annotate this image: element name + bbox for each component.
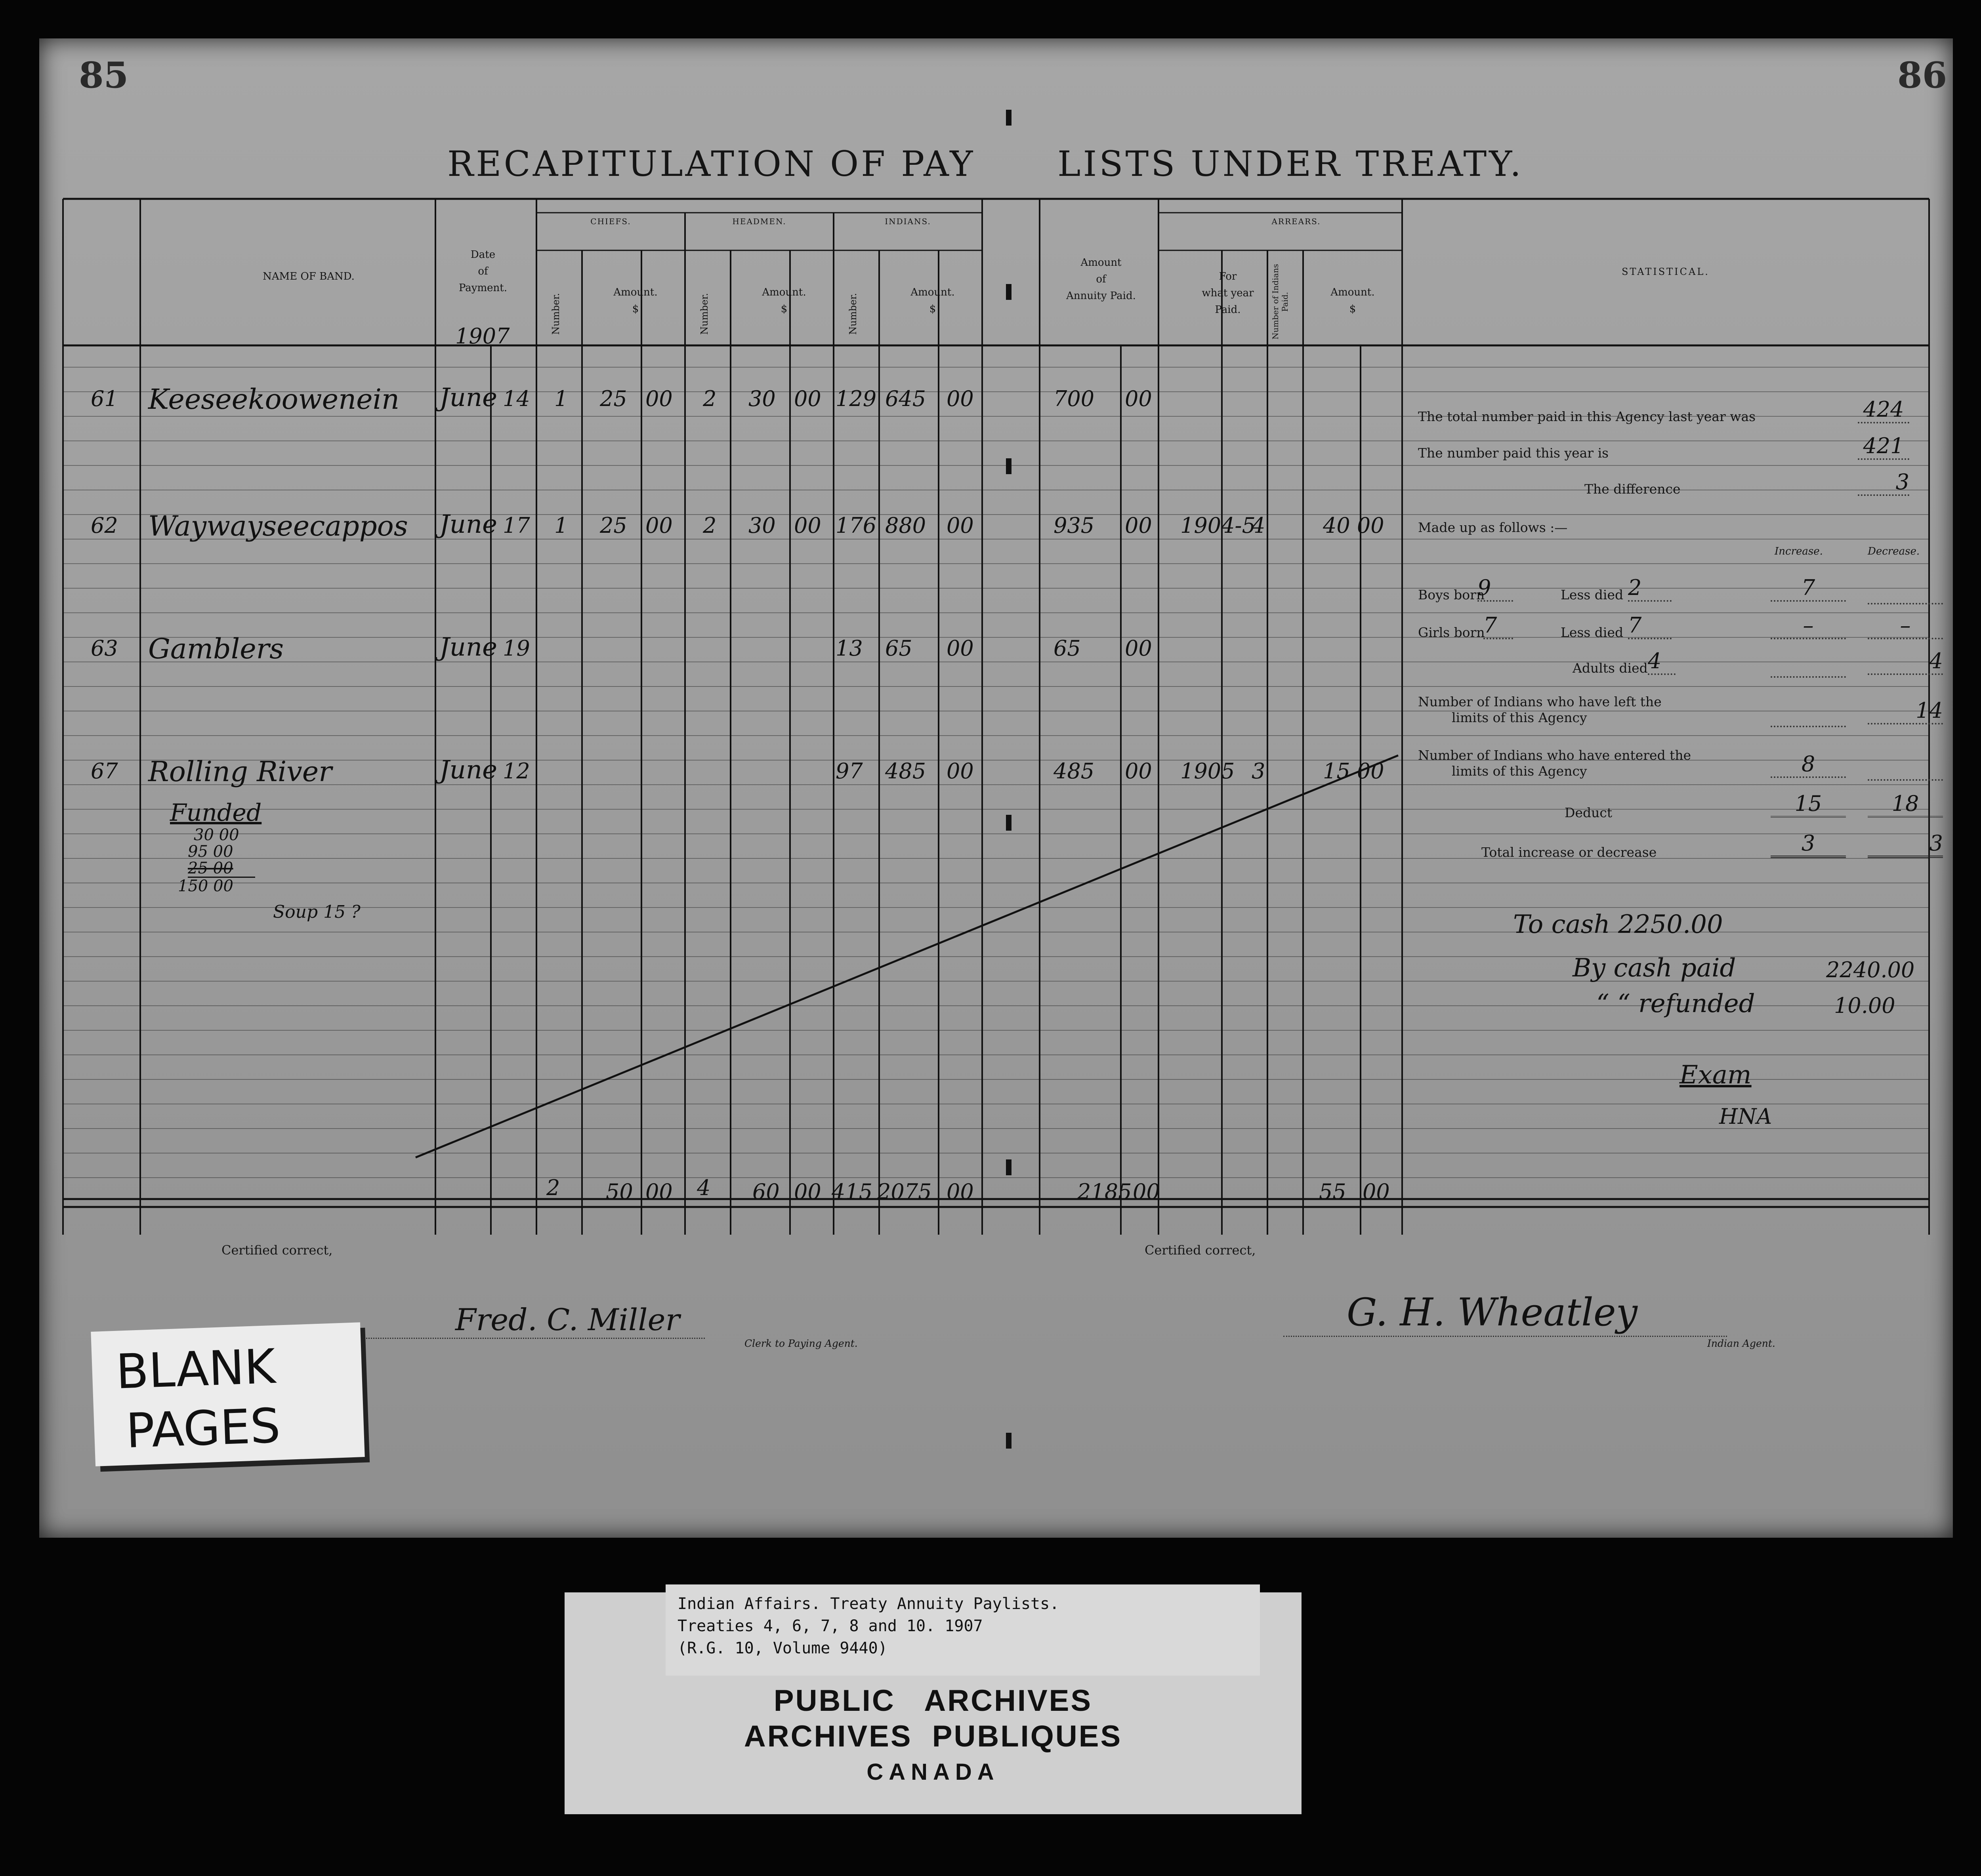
stat-deduct-increase: 15 (1771, 791, 1846, 818)
chiefs-amount: 25 (600, 386, 627, 411)
header-number-indians-paid: Number of Indians Paid. (1271, 264, 1290, 340)
arrears-number: 3 (1252, 759, 1265, 784)
header-headmen: HEADMEN. (732, 217, 786, 226)
signature-right-title: Indian Agent. (1707, 1338, 1775, 1349)
payment-day: 19 (503, 636, 530, 661)
band-name: Waywayseecappos (148, 510, 408, 542)
total-annuity-cents: 00 (1133, 1179, 1160, 1204)
archive-archives-publiques: ARCHIVES PUBLIQUES (744, 1720, 1122, 1753)
stat-boys-died: 2 (1628, 575, 1672, 602)
annuity-amount: 485 (1053, 759, 1095, 784)
chiefs-amount: 25 (600, 513, 627, 538)
archive-line-3: (R.G. 10, Volume 9440) (678, 1639, 887, 1657)
stat-deduct-decrease: 18 (1868, 791, 1943, 818)
signature-right-line (1283, 1336, 1727, 1337)
header-chiefs-number: Number. (550, 293, 561, 335)
stat-entered-label-1: Number of Indians who have entered the (1418, 747, 1691, 763)
header-indians-number: Number. (847, 293, 859, 335)
sticker-line-1: BLANK (115, 1339, 277, 1400)
right-page-number: 86 (1897, 54, 1947, 96)
indians-cents: 00 (947, 636, 974, 661)
row-number: 62 (91, 513, 118, 538)
annuity-cents: 00 (1125, 386, 1152, 411)
sticker-line-2: PAGES (125, 1398, 281, 1459)
stat-increase-header: Increase. (1775, 545, 1823, 557)
margin-note-line: 150 00 (178, 877, 233, 895)
total-indians-cents: 00 (947, 1179, 974, 1204)
header-indians-amount: Amount. $ (910, 286, 955, 315)
stat-girls-label: Girls born (1418, 625, 1485, 640)
stat-difference-label: The difference (1584, 481, 1681, 497)
blank-pages-sticker (91, 1322, 365, 1466)
margin-note-line: 25 00 (188, 860, 255, 878)
annuity-amount: 65 (1053, 636, 1081, 661)
stat-boys-label: Boys born (1418, 587, 1485, 602)
cash-refunded-label: “ “ refunded (1596, 989, 1755, 1018)
header-headmen-number: Number. (699, 293, 710, 335)
signature-left: Fred. C. Miller (455, 1302, 680, 1337)
annuity-amount: 935 (1053, 513, 1095, 538)
band-name: Rolling River (148, 755, 332, 788)
stat-entered-label-2: limits of this Agency (1452, 763, 1587, 779)
title-left: RECAPITULATION OF PAY (447, 143, 975, 184)
headmen-amount: 30 (748, 386, 776, 411)
header-arrears: ARREARS. (1271, 217, 1321, 226)
stat-this-year-value: 421 (1858, 433, 1909, 460)
stat-total-decrease: 3 (1868, 831, 1943, 858)
total-headmen-cents: 00 (794, 1179, 821, 1204)
indians-amount: 65 (885, 636, 912, 661)
payment-day: 12 (503, 759, 530, 784)
total-chiefs-number: 2 (546, 1175, 560, 1200)
header-statistical: STATISTICAL. (1622, 266, 1710, 277)
exam-initials: HNA (1719, 1104, 1772, 1129)
header-date-of-payment: Date of Payment. (458, 249, 507, 294)
margin-note-title: Funded (170, 799, 262, 827)
archive-label-typed (666, 1584, 1260, 1676)
cash-by-cash-paid-label: By cash paid (1573, 953, 1736, 983)
indians-number: 97 (836, 759, 863, 784)
header-indians: INDIANS. (885, 217, 931, 226)
arrears-number: 4 (1252, 513, 1265, 538)
headmen-number: 2 (703, 386, 717, 411)
stat-girls-died: 7 (1628, 613, 1672, 639)
payment-day: 14 (503, 386, 530, 411)
annuity-amount: 700 (1053, 386, 1095, 411)
annuity-cents: 00 (1125, 759, 1152, 784)
total-arrears: 55 (1319, 1179, 1346, 1204)
stat-left-label-2: limits of this Agency (1452, 710, 1587, 725)
header-for-what-year: For what year Paid. (1202, 271, 1254, 316)
total-chiefs-amount: 50 (606, 1179, 633, 1204)
stat-made-up: Made up as follows :— (1418, 520, 1568, 535)
stat-girls-value: 7 (1483, 613, 1513, 639)
cash-to-cash: To cash 2250.00 (1513, 910, 1723, 939)
margin-note (170, 799, 261, 894)
certified-right-label: Certified correct, (1145, 1243, 1256, 1258)
payment-month: June (439, 510, 497, 539)
margin-note-line: 30 00 (194, 826, 239, 844)
margin-note-line: 95 00 (188, 843, 233, 861)
headmen-amount: 30 (748, 513, 776, 538)
statistical-block (1418, 397, 1943, 904)
stat-girls-decrease: – (1868, 613, 1943, 639)
stat-difference-value: 3 (1858, 469, 1909, 496)
indians-amount: 880 (885, 513, 926, 538)
indians-cents: 00 (947, 386, 974, 411)
indians-number: 13 (836, 636, 863, 661)
indians-number: 129 (836, 386, 877, 411)
title-right: LISTS UNDER TREATY. (1057, 143, 1523, 184)
stat-total-increase: 3 (1771, 831, 1846, 858)
total-annuity: 2185 (1077, 1179, 1132, 1204)
header-chiefs: CHIEFS. (590, 217, 631, 226)
stat-left-label-1: Number of Indians who have left the (1418, 694, 1662, 709)
arrears-amount: 15 00 (1323, 759, 1384, 784)
chiefs-cents: 00 (645, 513, 673, 538)
header-chiefs-amount: Amount. $ (613, 286, 658, 315)
band-name: Gamblers (148, 633, 284, 665)
stat-boys-increase: 7 (1771, 575, 1846, 602)
annuity-cents: 00 (1125, 636, 1152, 661)
stat-adults-value: 4 (1648, 648, 1676, 675)
indians-amount: 485 (885, 759, 926, 784)
stat-decrease-header: Decrease. (1868, 545, 1920, 557)
archive-line-2: Treaties 4, 6, 7, 8 and 10. 1907 (678, 1617, 983, 1635)
stat-deduct-label: Deduct (1565, 805, 1613, 820)
stat-girls-increase: – (1771, 613, 1846, 639)
signature-right: G. H. Wheatley (1347, 1290, 1637, 1335)
stat-this-year-label: The number paid this year is (1418, 445, 1609, 461)
total-indians-amount: 2075 (877, 1179, 932, 1204)
stat-boys-decrease-blank (1868, 603, 1943, 604)
stat-left-decrease: 14 (1868, 698, 1943, 724)
exam-note: Exam (1679, 1060, 1752, 1090)
stat-girls-less-died-label: Less died (1561, 625, 1624, 640)
payment-month: June (439, 633, 497, 662)
header-arrears-amount: Amount. $ (1330, 286, 1375, 315)
certified-left-label: Certified correct, (221, 1243, 333, 1258)
indians-cents: 00 (947, 759, 974, 784)
stat-entered-increase: 8 (1771, 751, 1846, 778)
archive-public-archives: PUBLIC ARCHIVES (773, 1684, 1093, 1718)
stat-boys-value: 9 (1477, 575, 1513, 602)
headmen-number: 2 (703, 513, 717, 538)
row-number: 67 (91, 759, 118, 784)
archive-line-1: Indian Affairs. Treaty Annuity Paylists. (678, 1595, 1059, 1613)
header-headmen-amount: Amount. $ (762, 286, 806, 315)
ledger-document (39, 38, 1953, 1538)
total-indians-number: 415 (832, 1179, 873, 1204)
arrears-year: 1904-5 (1180, 513, 1256, 538)
indians-amount: 645 (885, 386, 926, 411)
cash-refunded-value: 10.00 (1834, 993, 1895, 1018)
signature-left-title: Clerk to Paying Agent. (744, 1338, 858, 1349)
payment-month: June (439, 755, 497, 785)
indians-number: 176 (836, 513, 877, 538)
left-page-number: 85 (79, 54, 129, 96)
year-1907: 1907 (455, 324, 510, 349)
stat-entered-decrease-blank (1868, 779, 1943, 781)
total-chiefs-cents: 00 (645, 1179, 673, 1204)
stat-adults-increase-blank (1771, 676, 1846, 678)
stat-adults-decrease: 4 (1868, 648, 1943, 675)
headmen-cents: 00 (794, 386, 821, 411)
header-name-of-band: NAME OF BAND. (263, 271, 355, 282)
indians-cents: 00 (947, 513, 974, 538)
chiefs-number: 1 (554, 386, 568, 411)
arrears-year: 1905 (1180, 759, 1235, 784)
stat-adults-label: Adults died (1573, 660, 1648, 676)
payment-month: June (439, 383, 497, 412)
archive-canada: CANADA (866, 1759, 1000, 1785)
total-headmen-amount: 60 (752, 1179, 780, 1204)
header-annuity-paid: Amount of Annuity Paid. (1066, 257, 1136, 302)
annuity-cents: 00 (1125, 513, 1152, 538)
stat-left-increase-blank (1771, 726, 1846, 727)
signature-left-line (364, 1338, 705, 1339)
band-name: Keeseekoowenein (148, 383, 400, 416)
row-number: 61 (91, 386, 118, 411)
margin-note-side: Soup 15 ? (273, 902, 361, 922)
headmen-cents: 00 (794, 513, 821, 538)
chiefs-number: 1 (554, 513, 568, 538)
cash-by-cash-paid-value: 2240.00 (1826, 957, 1915, 982)
arrears-amount: 40 00 (1323, 513, 1384, 538)
chiefs-cents: 00 (645, 386, 673, 411)
total-headmen-number: 4 (697, 1175, 711, 1200)
row-number: 63 (91, 636, 118, 661)
payment-day: 17 (503, 513, 530, 538)
stat-boys-less-died-label: Less died (1561, 587, 1624, 602)
stat-last-year-value: 424 (1858, 397, 1909, 423)
stat-total-label: Total increase or decrease (1481, 845, 1657, 860)
stat-last-year-label: The total number paid in this Agency last year was (1418, 409, 1756, 424)
total-arrears-cents: 00 (1363, 1179, 1390, 1204)
